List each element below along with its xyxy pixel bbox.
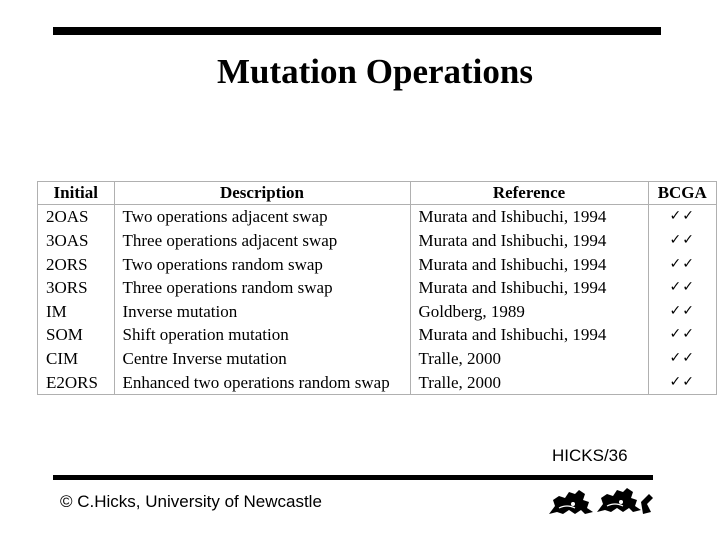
header-reference: Reference: [410, 182, 648, 205]
table-row: [38, 276, 716, 300]
cell-reference: Murata and Ishibuchi, 1994: [410, 323, 648, 347]
cell-initial: 2ORS: [46, 254, 88, 274]
cell-initial: 3ORS: [46, 278, 88, 298]
cell-description: Two operations random swap: [114, 252, 410, 276]
cell-bcga: ✓✓: [648, 370, 716, 394]
table-row: [38, 252, 716, 276]
table-row: [38, 347, 716, 371]
cell-description: Enhanced two operations random swap: [114, 370, 410, 394]
table-row: [38, 229, 716, 253]
slide-reference-code: HICKS/36: [552, 446, 628, 465]
cell-description: Inverse mutation: [114, 299, 410, 323]
slide-title: Mutation Operations: [217, 52, 533, 91]
cell-description: Two operations adjacent swap: [114, 205, 410, 229]
cell-bcga: ✓✓: [648, 347, 716, 371]
bottom-rule: [53, 475, 653, 480]
cell-initial: SOM: [46, 325, 83, 345]
table-row: [38, 299, 716, 323]
cell-initial: IM: [46, 301, 67, 321]
cell-initial: E2ORS: [46, 372, 98, 392]
table-row: [38, 323, 716, 347]
copyright-notice: © C.Hicks, University of Newcastle: [60, 492, 322, 511]
cell-reference: Murata and Ishibuchi, 1994: [410, 276, 648, 300]
cell-bcga: ✓✓: [648, 229, 716, 253]
cell-reference: Murata and Ishibuchi, 1994: [410, 205, 648, 229]
header-description: Description: [114, 182, 410, 205]
cell-reference: Tralle, 2000: [410, 347, 648, 371]
cell-description: Three operations random swap: [114, 276, 410, 300]
cell-reference: Tralle, 2000: [410, 370, 648, 394]
header-initial: Initial: [38, 182, 114, 205]
mutation-table: [38, 182, 716, 394]
mutation-table-container: [37, 181, 717, 395]
header-bcga: BCGA: [648, 182, 716, 205]
cell-bcga: ✓✓: [648, 323, 716, 347]
table-row: [38, 205, 716, 229]
cell-reference: Goldberg, 1989: [410, 299, 648, 323]
cell-initial: 2OAS: [46, 207, 89, 227]
cell-bcga: ✓✓: [648, 205, 716, 229]
cell-initial: CIM: [46, 348, 79, 368]
cell-bcga: ✓✓: [648, 276, 716, 300]
cell-initial: 3OAS: [46, 230, 89, 250]
cell-bcga: ✓✓: [648, 252, 716, 276]
cell-reference: Murata and Ishibuchi, 1994: [410, 252, 648, 276]
cell-reference: Murata and Ishibuchi, 1994: [410, 229, 648, 253]
cell-description: Three operations adjacent swap: [114, 229, 410, 253]
table-row: [38, 370, 716, 394]
university-crest-icon: [545, 484, 655, 520]
cell-bcga: ✓✓: [648, 299, 716, 323]
table-header-row: [38, 182, 716, 205]
top-rule: [53, 27, 661, 35]
cell-description: Centre Inverse mutation: [114, 347, 410, 371]
cell-description: Shift operation mutation: [114, 323, 410, 347]
